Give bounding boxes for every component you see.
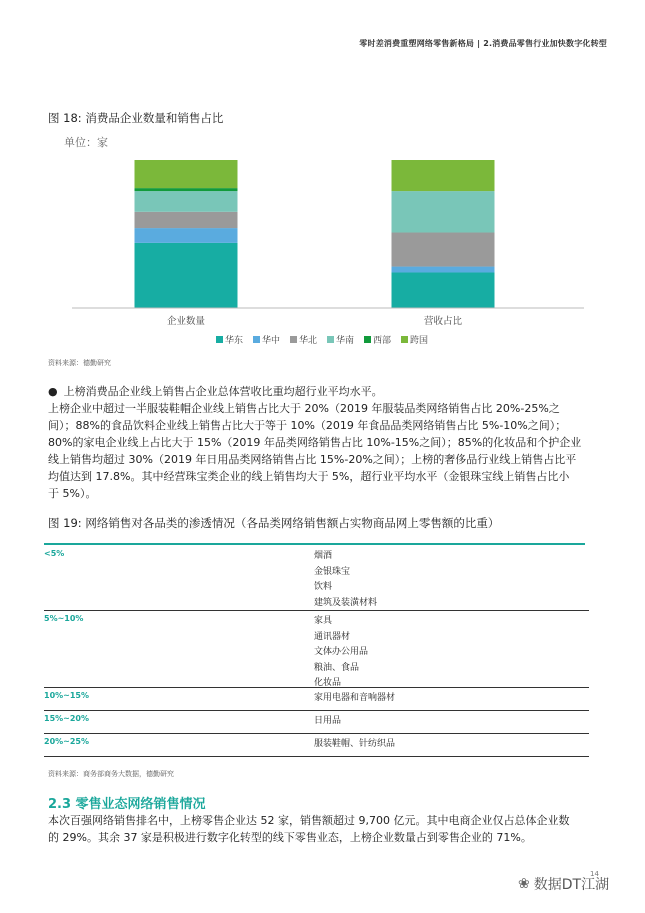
paragraph-line: 本次百强网络销售排名中，上榜零售企业达 52 家，销售额超过 9,700 亿元。其中电商企业仅占总体企业数 <box>48 814 570 827</box>
range-cell: 15%~20% <box>44 714 89 723</box>
x-tick-label: 企业数量 <box>166 316 206 327</box>
bar-segment-跨国 <box>135 160 238 188</box>
figure-19-title: 图 19: 网络销售对各品类的渗透情况（各品类网络销售额占实物商品网上零售额的比重） <box>48 516 500 530</box>
category-item: 粮油、食品 <box>314 662 360 673</box>
page-header: 零时差消费重塑网络零售新格局 | 2.消费品零售行业加快数字化转型 <box>359 39 607 48</box>
bullet-text: 上榜消费品企业线上销售占企业总体营收比重均超行业平均水平。 <box>63 385 383 398</box>
section-paragraph <box>48 812 613 846</box>
page-number: 14 <box>590 870 599 878</box>
range-cell: <5% <box>44 549 65 558</box>
category-item: 通讯器材 <box>314 631 351 642</box>
figure-19-source: 资料来源：商务部商务大数据，德勤研究 <box>48 770 174 778</box>
bar-segment-华东 <box>135 243 238 308</box>
category-cell <box>314 691 395 707</box>
bar-segment-华中 <box>135 228 238 243</box>
bar-segment-跨国 <box>392 160 495 191</box>
category-item: 化妆品 <box>314 678 342 688</box>
legend-label: 华东 <box>225 336 244 346</box>
category-cell <box>314 549 377 611</box>
legend-label: 华北 <box>299 336 318 346</box>
legend-label: 华中 <box>262 336 281 346</box>
legend-swatch <box>253 336 260 343</box>
legend-swatch <box>364 336 371 343</box>
category-item: 家具 <box>314 616 333 626</box>
bullet-point <box>48 383 383 399</box>
category-item: 文体办公用品 <box>314 647 369 657</box>
paragraph-line: 的 29%。其余 37 家是积极进行数字化转型的线下零售业态，上榜企业数量占到零售企业的 71%。 <box>48 831 532 844</box>
figure-18-source: 资料来源：德勤研究 <box>48 359 111 367</box>
figure-18-unit: 单位：家 <box>64 136 108 149</box>
paragraph-line: 间）；88%的食品饮料企业线上销售占比大于等于 10%（2019 年食品品类网络销售占比 5%-10%之间）； <box>48 419 567 432</box>
table-row <box>44 734 589 757</box>
category-cell <box>314 614 368 692</box>
paragraph-line: 80%的家电企业线上占比大于 15%（2019 年品类网络销售占比 10%-15%之间）；85%的化妆品和个护企业 <box>48 436 582 449</box>
body-paragraph <box>48 400 613 502</box>
category-cell <box>314 714 341 730</box>
category-item: 服装鞋帽、针纺织品 <box>314 739 396 749</box>
legend-label: 华南 <box>336 336 355 346</box>
table-row <box>44 688 589 711</box>
bar-segment-华中 <box>392 267 495 273</box>
bar-segment-华南 <box>392 191 495 232</box>
paragraph-line: 线上销售均超过 30%（2019 年日用品类网络销售占比 15%-20%之间）；上榜的奢侈品行业线上销售占比平 <box>48 453 577 466</box>
legend-swatch <box>401 336 408 343</box>
table-row <box>44 546 589 611</box>
legend-label: 西部 <box>373 336 392 346</box>
figure-18-title: 图 18: 消费品企业数量和销售占比 <box>48 111 224 125</box>
category-cell <box>314 737 395 753</box>
x-tick-label: 营收占比 <box>423 316 463 327</box>
category-item: 家用电器和音响器材 <box>314 693 396 703</box>
bullet-icon: ● <box>48 385 58 398</box>
table-row <box>44 711 589 734</box>
range-cell: 20%~25% <box>44 737 89 746</box>
table-top-rule <box>44 543 585 545</box>
category-item: 饮料 <box>314 582 333 592</box>
paragraph-line: 于 5%）。 <box>48 487 97 500</box>
legend-label: 跨国 <box>410 336 429 346</box>
bar-segment-华北 <box>135 212 238 228</box>
range-cell: 5%~10% <box>44 614 84 623</box>
category-item: 建筑及装潢材料 <box>314 597 378 608</box>
bar-segment-华南 <box>135 191 238 212</box>
section-title: 2.3 零售业态网络销售情况 <box>48 797 206 812</box>
bar-segment-华东 <box>392 272 495 308</box>
category-item: 烟酒 <box>314 551 333 561</box>
stacked-bar-chart <box>48 150 608 370</box>
penetration-table <box>44 546 589 757</box>
category-item: 金银珠宝 <box>314 566 351 577</box>
paragraph-line: 均值达到 17.8%。其中经营珠宝类企业的线上销售均大于 5%，超行业平均水平（金银珠宝线上销售占比小 <box>48 470 570 483</box>
legend-swatch <box>327 336 334 343</box>
category-item: 日用品 <box>314 716 342 726</box>
table-row <box>44 611 589 688</box>
bar-segment-西部 <box>135 188 238 191</box>
range-cell: 10%~15% <box>44 691 89 700</box>
wechat-icon: ❀ <box>518 876 530 892</box>
watermark-text: 数据DT江湖 <box>533 877 610 893</box>
paragraph-line: 上榜企业中超过一半服装鞋帽企业线上销售占比大于 20%（2019 年服装品类网络销售占比 20%-25%之 <box>48 402 560 415</box>
legend-swatch <box>216 336 223 343</box>
legend-swatch <box>290 336 297 343</box>
bar-segment-华北 <box>392 233 495 267</box>
